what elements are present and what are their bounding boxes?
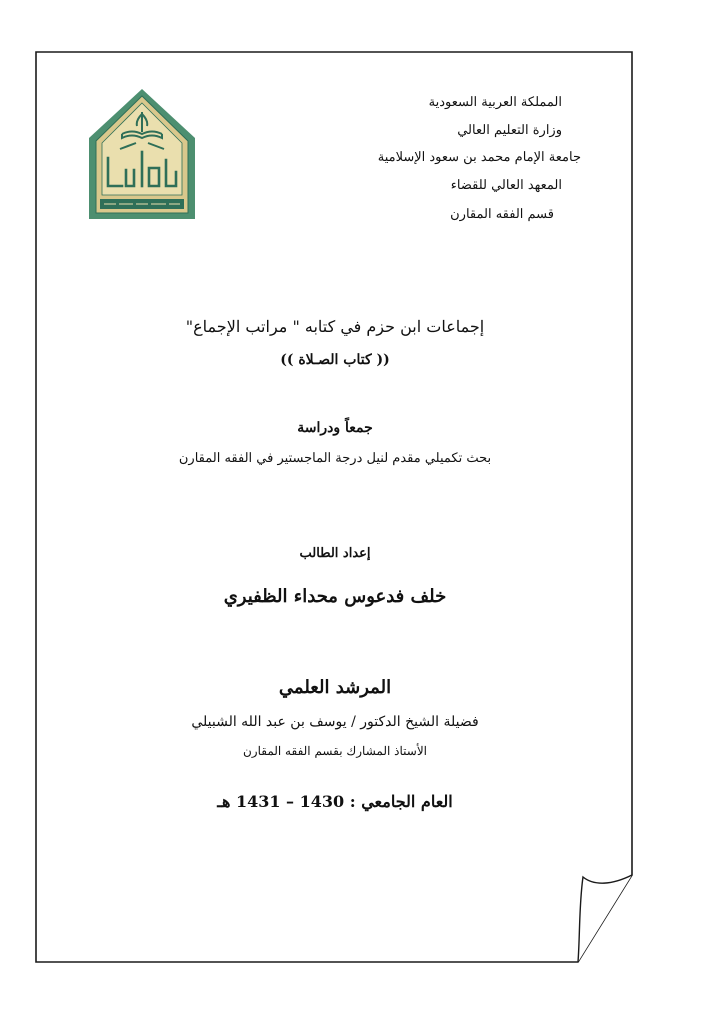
header-university: جامعة الإمام محمد بن سعود الإسلامية [377, 150, 581, 165]
supervisor-label: المرشد العلمي [278, 677, 392, 698]
thesis-subtitle: (( كتاب الصـلاة )) [280, 352, 390, 368]
university-logo [86, 86, 198, 222]
header-country: المملكة العربية السعودية [428, 95, 562, 110]
supervisor-title: الأستاذ المشارك بقسم الفقه المقارن [242, 744, 427, 758]
study-type: جمعاً ودراسة [297, 420, 373, 436]
student-name: خلف فدعوس محداء الظفيري [223, 586, 447, 607]
student-label: إعداد الطالب [299, 546, 371, 561]
thesis-title: إجماعات ابن حزم في كتابه " مراتب الإجماع" [185, 317, 485, 336]
header-department: قسم الفقه المقارن [450, 207, 554, 222]
academic-year: العام الجامعي : 1430 – 1431 هـ [217, 792, 453, 811]
header-ministry: وزارة التعليم العالي [457, 123, 562, 138]
header-institute: المعهد العالي للقضاء [450, 178, 562, 193]
supervisor-name: فضيلة الشيخ الدكتور / يوسف بن عبد الله الشبيلي [191, 714, 479, 730]
study-description: بحث تكميلي مقدم لنيل درجة الماجستير في الفقه المقارن [178, 451, 492, 466]
